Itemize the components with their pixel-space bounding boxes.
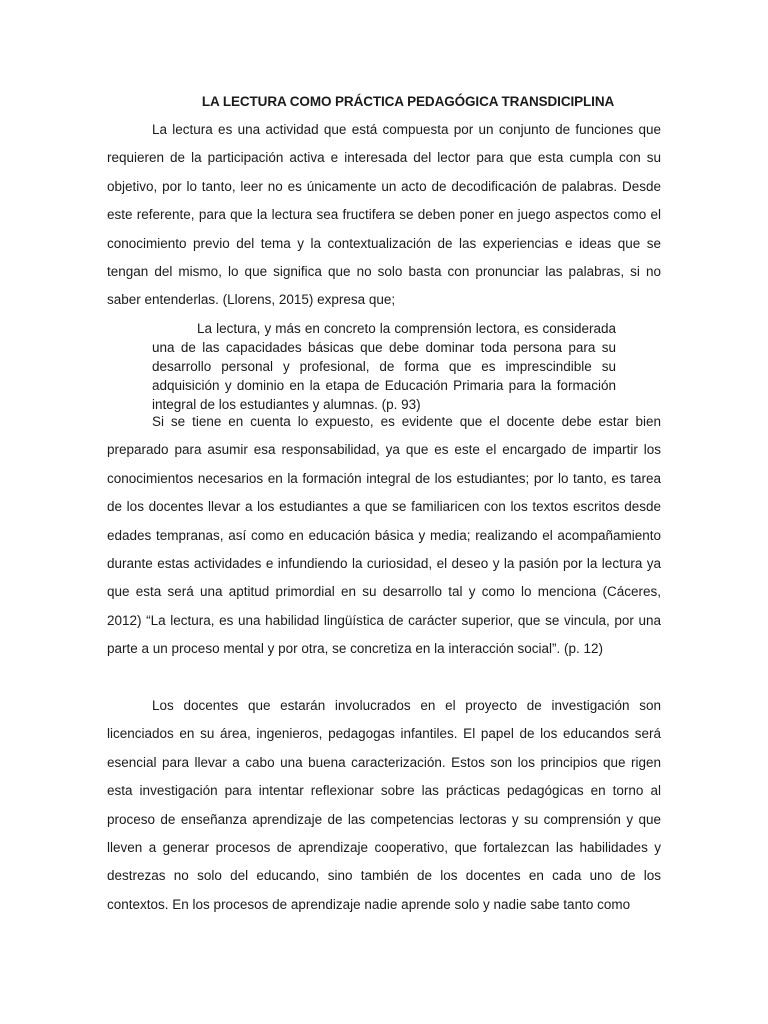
paragraph-docentes-investigacion: Los docentes que estarán involucrados en el proyecto de investigación son licenciados en su área, ingenieros, pedagogas infantiles. El papel de los educandos será esencial para llevar a cabo una buena caracterización. Estos son los principios que rigen esta investigación para intentar reflexionar sobre las prácticas pedagógicas en torno al proceso de enseñanza aprendizaje de las competencias lectoras y su comprensión y que lleven a generar procesos de aprendizaje cooperativo, que fortalezcan las habilidades y destrezas no solo del educando, sino también de los docentes en cada uno de los contextos. En los procesos de aprendizaje nadie aprende solo y nadie sabe tanto como <box>107 698 661 912</box>
paragraph-docente: Si se tiene en cuenta lo expuesto, es evidente que el docente debe estar bien preparado para asumir esa responsabilidad, ya que es este el encargado de impartir los conocimientos necesarios en la formación integral de los estudiantes; por lo tanto, es tarea de los docentes llevar a los estudiantes a que se familiaricen con los textos escritos desde edades tempranas, así como en educación básica y media; realizando el acompañamiento durante estas actividades e infundiendo la curiosidad, el deseo y la pasión por la lectura ya que esta será una aptitud primordial en su desarrollo tal y como lo menciona (Cáceres, 2012) “La lectura, es una habilidad lingüística de carácter superior, que se vincula, por una parte a un proceso mental y por otra, se concretiza en la interacción social”. (p. 12) <box>107 414 661 657</box>
document-title: LA LECTURA COMO PRÁCTICA PEDAGÓGICA TRANSDICIPLINA <box>201 94 615 109</box>
block-quote: La lectura, y más en concreto la comprensión lectora, es considerada una de las capacidades básicas que debe dominar toda persona para su desarrollo personal y profesional, de forma que es imprescindible su adquisición y dominio en la etapa de Educación Primaria para la formación integral de los estudiantes y alumnas. (p. 93) <box>152 321 616 412</box>
paragraph-intro: La lectura es una actividad que está compuesta por un conjunto de funciones que requieren de la participación activa e interesada del lector para que esta cumpla con su objetivo, por lo tanto, leer no es únicamente un acto de decodificación de palabras. Desde este referente, para que la lectura sea fructifera se deben poner en juego aspectos como el conocimiento previo del tema y la contextualización de las experiencias e ideas que se tengan del mismo, lo que significa que no solo basta con pronunciar las palabras, si no saber entenderlas. (Llorens, 2015) expresa que; <box>107 122 661 308</box>
